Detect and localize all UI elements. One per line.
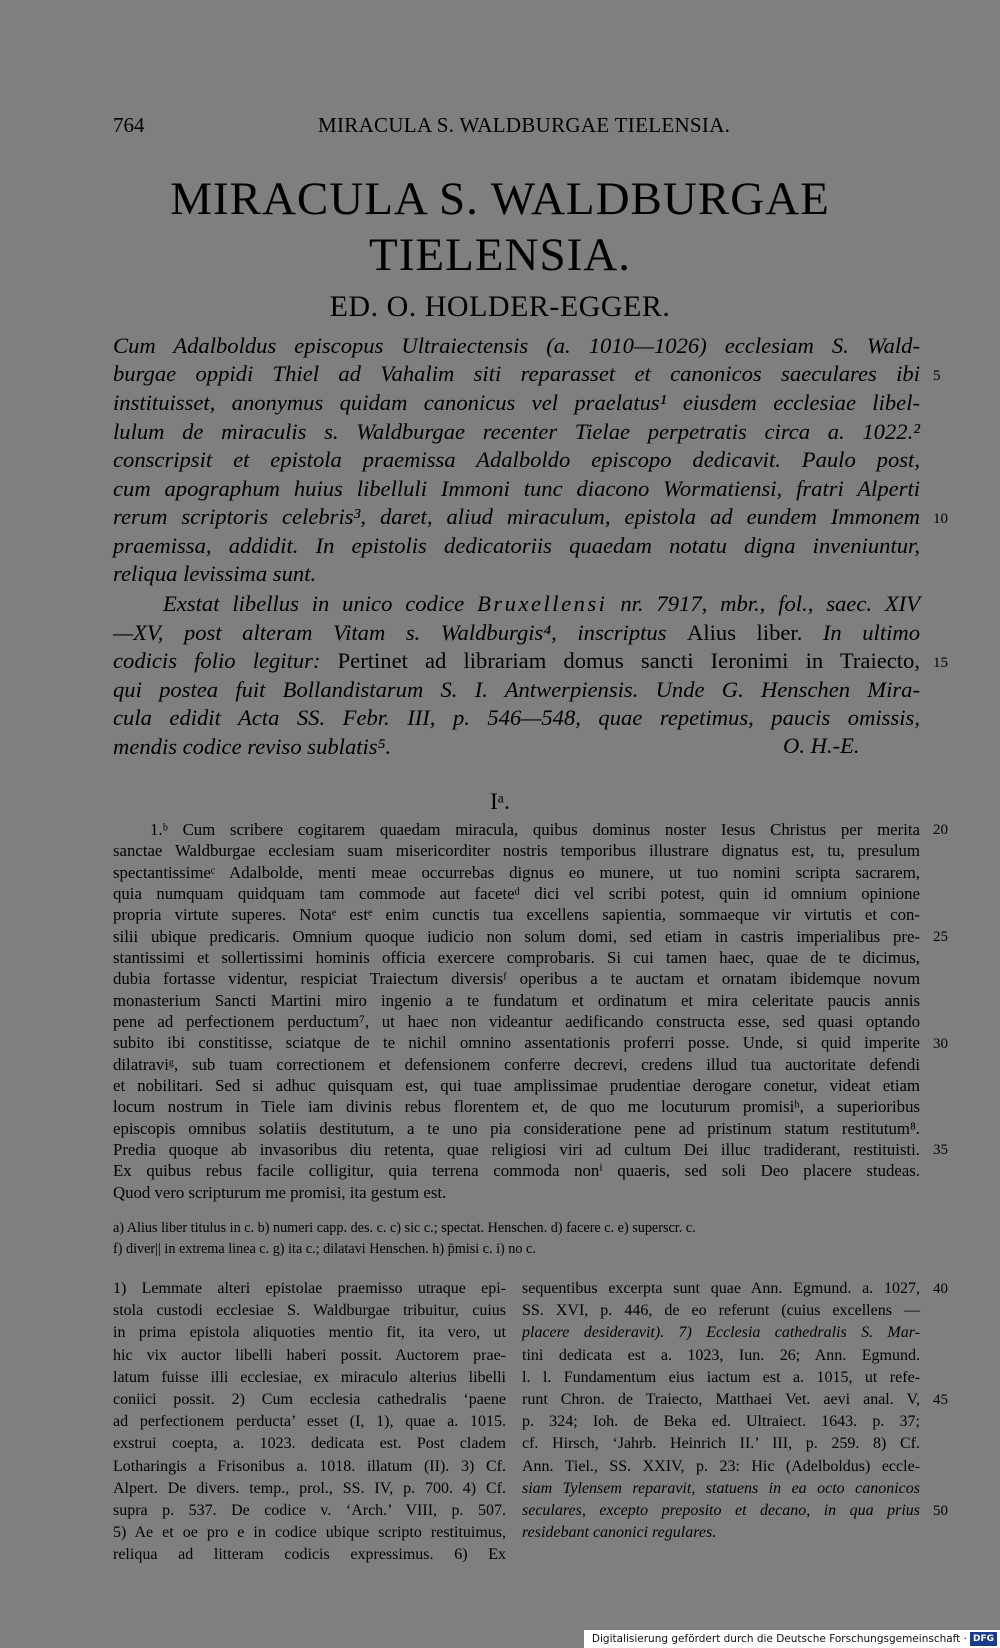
codex-note: Pertinet ad librariam domus sancti Ieronimi in Traiecto, bbox=[337, 648, 921, 673]
intro-line: cum apographum huius libelluli Immoni tunc diacono Wormatiensi, fratri Alperti bbox=[113, 476, 920, 501]
intro2-line: qui postea fuit Bollandistarum S. I. Antwerpiensis. Unde G. Henschen Mira- bbox=[113, 677, 920, 702]
body-line: subito ibi constitisse, sciatque de te nichil omnino assentationis proferri posse. Unde, si quid imperite bbox=[113, 1033, 920, 1052]
line-number: 45 bbox=[933, 1392, 948, 1408]
footnote-line: stola custodi ecclesiae S. Waldburgae tribuitur, cuius bbox=[113, 1302, 506, 1319]
body-line: Ex quibus rebus facile colligitur, quia terrena commoda nonⁱ quaeris, sed soli Deo placere studeas. bbox=[113, 1161, 920, 1180]
footnote-line: residebant canonici regulares. bbox=[522, 1524, 717, 1541]
footnote-line: hic vix auctor libelli haberi possit. Auctorem prae- bbox=[113, 1347, 506, 1364]
funding-credit bbox=[584, 1630, 1000, 1648]
body-line: Quod vero scripturum me promisi, ita gestum est. bbox=[113, 1183, 447, 1202]
footnote-line: Ann. Tiel., SS. XXIV, p. 23: Hic (Adelboldus) eccle- bbox=[522, 1458, 920, 1475]
intro-line: instituisset, anonymus quidam canonicus vel praelatus¹ eiusdem ecclesiae libel- bbox=[113, 390, 920, 415]
body-line: propria virtute superes. Notaᵉ estᵉ enim cunctis tua excellens sapientia, sommaeque vir virtutis et con- bbox=[113, 905, 920, 924]
footnote-line: 5) Ae et oe pro e in codice ubique scripto restituimus, bbox=[113, 1524, 506, 1541]
footnote-line: seculares, excepto preposito et decano, in qua prius bbox=[522, 1502, 920, 1519]
line-number: 50 bbox=[933, 1503, 948, 1519]
intro2-text: codicis folio legitur: bbox=[113, 648, 338, 673]
body-line: Predia quoque ab invasoribus diu retenta, quae religiosi viri ad cultum Dei illuc tradiderant, restituisti. bbox=[113, 1140, 920, 1159]
body-line: stantissimi et sollertissimi hominis officia exercere comprobaris. Si cui tamen haec, quae de te dicimus, bbox=[113, 948, 920, 967]
body-line: spectantissimeᶜ Adalbolde, menti meae occurrebas dignus eo munere, ut tuo nomini scripta sacrarem, bbox=[113, 863, 920, 882]
line-number: 5 bbox=[933, 368, 941, 384]
footnote-line: tini dedicata est a. 1023, Iun. 26; Ann. Egmund. bbox=[522, 1347, 920, 1364]
intro-line: burgae oppidi Thiel ad Vahalim siti reparasset et canonicos saeculares ibi bbox=[113, 361, 920, 386]
footnote-line: reliqua ad litteram codicis expressimus. 6) Ex bbox=[113, 1546, 506, 1563]
footnote-line: exstrui coepta, a. 1023. dedicata est. Post cladem bbox=[113, 1435, 506, 1452]
main-title-line1: MIRACULA S. WALDBURGAE bbox=[170, 173, 830, 225]
footnote-line: supra p. 537. De codice v. ‘Arch.’ VIII, p. 507. bbox=[113, 1502, 506, 1519]
intro2-line bbox=[113, 619, 920, 648]
line-number: 15 bbox=[933, 655, 948, 671]
intro-line: lulum de miraculis s. Waldburgae recenter Tielae perpetratis circa a. 1022.² bbox=[113, 419, 920, 444]
footnote-line: l. l. Fundamentum eius iactum est a. 1015, ut refe- bbox=[522, 1369, 920, 1386]
body-line: dubia fortasse videntur, respiciat Traiectum diversisᶠ operibus a te auctam et ornatam ibidemque novum bbox=[113, 969, 920, 988]
body-line: sanctae Waldburgae ecclesiam suam misericorditer nostris temporibus illustrare dignatus est, tu, presulum bbox=[113, 841, 920, 860]
footnote-line: runt Chron. de Traiecto, Matthaei Vet. aevi anal. V, bbox=[522, 1391, 920, 1408]
footnote-line: latum fuisse illi ecclesiae, ex miraculo alterius libelli bbox=[113, 1369, 506, 1386]
footnote-line: SS. XVI, p. 446, de eo referunt (cuius excellens — bbox=[522, 1302, 920, 1319]
footnote-line: sequentibus excerpta sunt quae Ann. Egmund. a. 1027, bbox=[522, 1280, 920, 1297]
footnote-line: coniici possit. 2) Cum ecclesia cathedralis ‘paene bbox=[113, 1391, 506, 1408]
intro2-text: nr. 7917, mbr., fol., saec. XIV bbox=[607, 591, 920, 616]
apparatus-line: f) diver|| in extrema linea c. g) ita c.; dilatavi Henschen. h) p̄misi c. i) no c. bbox=[113, 1241, 536, 1257]
intro2-line: cula edidit Acta SS. Febr. III, p. 546—548, quae repetimus, paucis omissis, bbox=[113, 705, 920, 730]
editor-signature: O. H.-E. bbox=[783, 733, 860, 758]
intro-line: conscripsit et epistola praemissa Adalboldo episcopo dedicavit. Paulo post, bbox=[113, 447, 920, 472]
body-line: quia numquam quidquam tam commode aut faceteᵈ dici vel scribi potest, quin id omnium opinione bbox=[113, 884, 920, 903]
footnote-line: Lotharingis a Frisonibus a. 1018. illatum (II). 3) Cf. bbox=[113, 1458, 506, 1475]
line-number: 40 bbox=[933, 1281, 948, 1297]
running-title: MIRACULA S. WALDBURGAE TIELENSIA. bbox=[318, 113, 731, 137]
line-number: 10 bbox=[933, 511, 948, 527]
body-line: dilatraviᵍ, sub tuam correctionem et defensionem conferre decrevi, credens illud tua auctoritate defendi bbox=[113, 1055, 920, 1074]
body-line: pene ad perfectionem perductum⁷, ut haec non videantur aedificando constructa esse, sed quasi optando bbox=[113, 1012, 920, 1031]
line-number: 30 bbox=[933, 1036, 948, 1052]
editor-line: ED. O. HOLDER-EGGER. bbox=[329, 290, 671, 323]
main-title-line2: TIELENSIA. bbox=[369, 229, 631, 281]
section-heading: Iᵃ. bbox=[490, 789, 510, 814]
footnote-line: Alpert. De divers. temp., prol., SS. IV, p. 700. 4) Cf. bbox=[113, 1480, 506, 1497]
footnote-line: p. 324; Ioh. de Beka ed. Ultraiect. 1643. p. 37; bbox=[522, 1413, 920, 1430]
intro2-line: mendis codice reviso sublatis⁵. bbox=[113, 734, 392, 759]
page-number: 764 bbox=[113, 113, 145, 137]
footnote-line: siam Tylensem reparavit, statuens in ea octo canonicos bbox=[522, 1480, 920, 1497]
line-number: 20 bbox=[933, 822, 948, 838]
body-line: episcopis omnibus solatiis destitutum, a te uno pia consideratione pene ad pristinum statum restitutum⁸. bbox=[113, 1119, 920, 1138]
body-line: monasterium Sancti Martini miro ingenio a te fundatum et ordinatum et mira celeritate paucis annis bbox=[113, 991, 920, 1010]
intro2-text: Exstat libellus in unico codice bbox=[163, 591, 478, 616]
intro-line: reliqua levissima sunt. bbox=[113, 561, 317, 586]
intro-line: praemissa, addidit. In epistolis dedicatoriis quaedam notatu digna inveniuntur, bbox=[113, 533, 920, 558]
intro2-text: —XV, post alteram Vitam s. Waldburgis⁴, inscriptus bbox=[113, 620, 688, 645]
intro2-line bbox=[113, 647, 920, 676]
apparatus-line: a) Alius liber titulus in c. b) numeri capp. des. c. c) sic c.; spectat. Henschen. d) facere c. e) superscr. c. bbox=[113, 1220, 696, 1236]
body-line: locum nostrum in Tiele iam divinis rebus florentem et, de quo me locuturum promisiʰ, a superioribus bbox=[113, 1097, 920, 1116]
footnote-line: in prima epistola aliquoties mentio fit, ita vero, ut bbox=[113, 1324, 506, 1341]
line-number: 35 bbox=[933, 1142, 948, 1158]
codex-inscription: Alius liber. bbox=[687, 620, 803, 645]
body-line: et nobilitari. Sed si adhuc quisquam est, qui tuae amplissimae prudentiae derogare conetur, videat etiam bbox=[113, 1076, 920, 1095]
intro-line: Cum Adalboldus episcopus Ultraiectensis (a. 1010—1026) ecclesiam S. Wald- bbox=[113, 333, 920, 358]
funding-credit-text: Digitalisierung gefördert durch die Deutsche Forschungsgemeinschaft · bbox=[591, 1633, 967, 1645]
footnote-line: ad perfectionem perducta’ esset (I, 1), quae a. 1015. bbox=[113, 1413, 506, 1430]
body-line: silii ubique predicaris. Omnium quoque iudicio non solum domi, sed etiam in castris imperialibus pre- bbox=[113, 927, 920, 946]
body-line: 1.ᵇ Cum scribere cogitarem quaedam miracula, quibus dominus noster Iesus Christus per merita bbox=[150, 820, 920, 839]
line-number: 25 bbox=[933, 929, 948, 945]
intro2-text: In ultimo bbox=[802, 620, 920, 645]
codex-name: Bruxellensi bbox=[477, 591, 608, 616]
intro2-line bbox=[163, 590, 920, 619]
intro-line: rerum scriptoris celebris³, daret, aliud miraculum, epistola ad eundem Immonem bbox=[113, 504, 920, 529]
dfg-logo: DFG bbox=[970, 1632, 997, 1646]
footnote-line: cf. Hirsch, ‘Jahrb. Heinrich II.’ III, p. 259. 8) Cf. bbox=[522, 1435, 920, 1452]
footnote-line: 1) Lemmate alteri epistolae praemisso utraque epi- bbox=[113, 1280, 506, 1297]
footnote-line: placere desideravit). 7) Ecclesia cathedralis S. Mar- bbox=[522, 1324, 920, 1341]
